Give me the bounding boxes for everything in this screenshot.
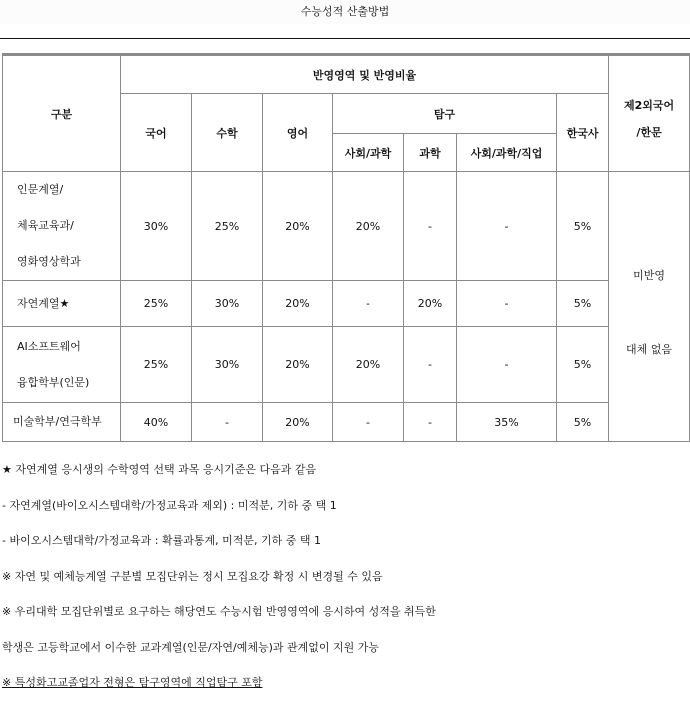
row-name [3,172,121,281]
cell-soc-sci-job: 35% [457,403,557,442]
cell-soc-sci: 20% [333,327,404,403]
header-sci: 과학 [404,134,457,172]
notes [2,456,688,705]
cell-soc-sci: - [333,281,404,327]
cell-math: - [192,403,263,442]
cell-korean: 40% [121,403,192,442]
cell-sci: 20% [404,281,457,327]
header-category: 구분 [3,55,121,172]
cell-history: 5% [557,327,609,403]
note-natural: - 자연계열(바이오시스템대학/가정교육과 제외) : 미적분, 기하 중 택 1 [2,498,337,512]
second-value-1: 미반영 [633,268,665,282]
note-star: ★ 자연계열 응시생의 수학영역 선택 과목 응시기준은 다음과 같음 [2,463,317,476]
page-title: 수능성적 산출방법 [0,0,690,24]
table-row [3,172,690,281]
cell-sci: - [404,172,457,281]
row-name [3,327,121,403]
cell-sci: - [404,327,457,403]
header-soc-sci: 사회/과학 [333,134,404,172]
header-korean: 국어 [121,94,192,172]
cell-math: 30% [192,327,263,403]
cell-english: 20% [263,403,333,442]
header-soc-sci-job: 사회/과학/직업 [457,134,557,172]
cell-history: 5% [557,172,609,281]
cell-second-language [609,172,690,442]
table-row [3,281,690,327]
header-history: 한국사 [557,94,609,172]
cell-korean: 30% [121,172,192,281]
cell-english: 20% [263,281,333,327]
row-name: 자연계열★ [3,281,121,327]
header-math: 수학 [192,94,263,172]
cell-english: 20% [263,172,333,281]
header-english: 영어 [263,94,333,172]
cell-history: 5% [557,281,609,327]
cell-soc-sci-job: - [457,327,557,403]
second-value-2: 대체 없음 [626,342,673,356]
header-second-line2: /한문 [636,125,662,139]
cell-korean: 25% [121,281,192,327]
row-name-line: 영화영상학과 [17,255,81,268]
row-name-line: AI소프트웨어 [17,339,81,353]
cell-soc-sci-job: - [457,172,557,281]
cell-soc-sci: 20% [333,172,404,281]
cell-english: 20% [263,327,333,403]
header-group: 반영영역 및 반영비율 [121,55,609,94]
row-name-line: 융합학부(인문) [17,375,90,389]
note-change: ※ 자연 및 예체능계열 구분별 모집단위는 정시 모집요강 확정 시 변경될 수 있음 [2,569,383,583]
score-table [2,53,690,442]
cell-soc-sci: - [333,403,404,442]
row-name: 미술학부/연극학부 [3,403,121,442]
header-inquiry: 탐구 [333,94,557,134]
table-row [3,403,690,442]
table-row [3,327,690,403]
row-name-line: 체육교육과/ [17,219,74,232]
cell-sci: - [404,403,457,442]
cell-math: 30% [192,281,263,327]
cell-korean: 25% [121,327,192,403]
note-eligibility-cont: 학생은 고등학교에서 이수한 교과계열(인문/자연/예체능)과 관계없이 지원 가능 [2,640,380,654]
cell-math: 25% [192,172,263,281]
divider [0,38,690,39]
header-second-line1: 제2외국어 [623,98,675,112]
cell-history: 5% [557,403,609,442]
note-eligibility: ※ 우리대학 모집단위별로 요구하는 해당연도 수능시험 반영영역에 응시하여 성적을 취득한 [2,605,436,618]
note-vocational: ※ 특성화고교졸업자 전형은 탐구영역에 직업탐구 포함 [2,676,263,689]
cell-soc-sci-job: - [457,281,557,327]
row-name-line: 인문계열/ [17,183,64,196]
note-bio: - 바이오시스템대학/가정교육과 : 확률과통계, 미적분, 기하 중 택 1 [2,534,321,547]
header-second-language [609,55,690,172]
